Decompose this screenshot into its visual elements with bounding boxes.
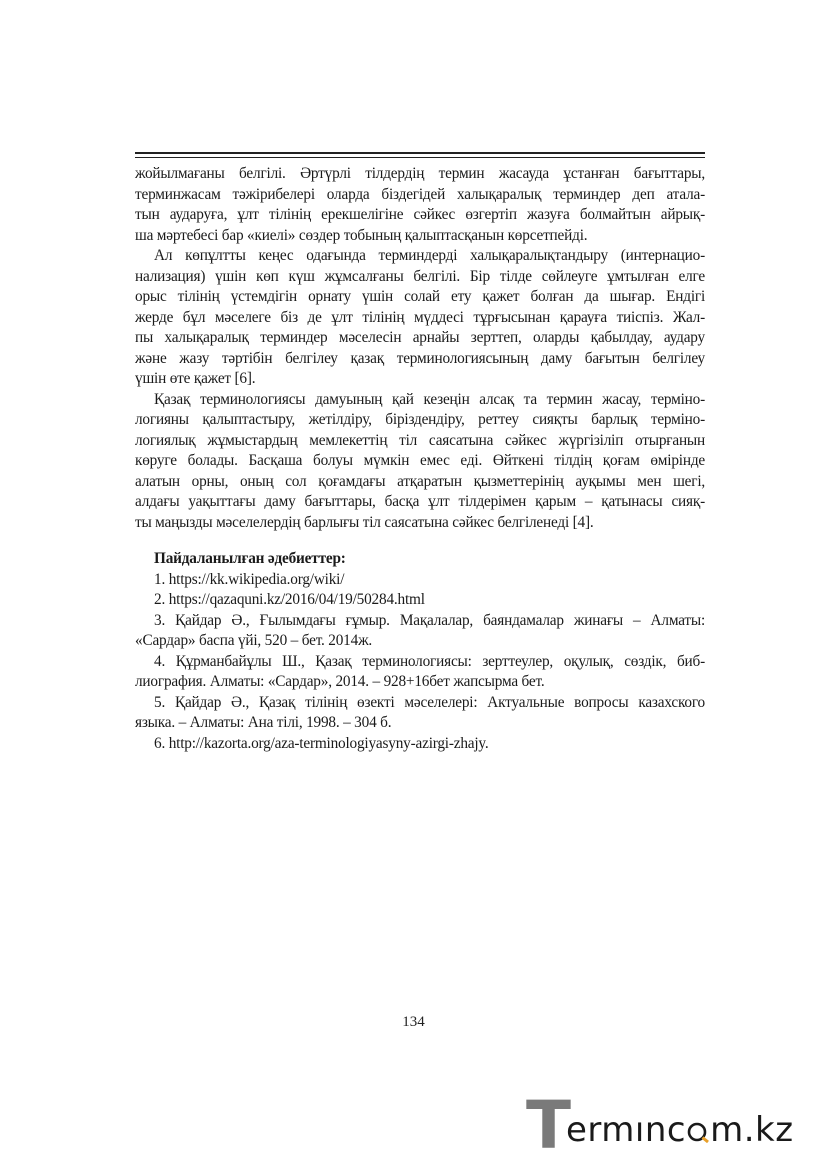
body-line: логиялық жұмыстардың мемлекеттің тіл саясатына сәйкес жүргізіліп отырғанын — [135, 431, 705, 449]
body-line: жойылмағаны белгілі. Әртүрлі тілдердің термин жасауда ұстанған бағыттары, — [135, 165, 705, 182]
reference-item: 5. Қайдар Ә., Қазақ тілінің өзекті мәселелері: Актуальные вопросы казахского — [154, 693, 705, 711]
body-line: тын аударуға, ұлт тілінің ерекшелігіне сәйкес өзгертіп жазуға болмайтын айрық- — [135, 206, 705, 223]
body-line: алатын орны, оның сол қоғамдағы атқаратын қызметтерінің ауқымы мен шегі, — [135, 472, 705, 490]
body-line: және жазу тәртібін белгілеу қазақ терминологиясының даму бағытын белгілеу — [135, 349, 705, 367]
body-line: ша мәртебесі бар «киелі» сөздер тобының қалыптасқанын көрсетпейді. — [135, 226, 588, 244]
header-rule-thin — [135, 157, 705, 158]
references-list — [135, 570, 705, 755]
body-line: нализация) үшін көп күш жұмсалғаны белгілі. Бір тілде сөйлеуге ұмтылған елге — [135, 267, 705, 285]
logo-wordmark — [566, 1110, 794, 1150]
body-line: логияны қалыптастыру, жетілдіру, біріздендіру, реттеу сияқты барлық терміно- — [135, 411, 705, 428]
body-line: алдағы уақыттағы даму бағыттары, басқа ұлт тілдерімен қарым – қатынасы сияқ- — [135, 493, 705, 510]
body-line: пы халықаралық терминдер мәселесін арнайы зерттеп, оларды қабылдау, аудару — [135, 329, 705, 346]
references-section — [135, 549, 705, 754]
page-number: 134 — [402, 1014, 425, 1030]
body-line: ты маңызды мәселелердің барлығы тіл саясатына сәйкес белгіленеді [4]. — [135, 513, 594, 531]
body-line: орыс тілінің үстемдігін орнату үшін солай ету қажет болған да шығар. Ендігі — [135, 288, 705, 305]
references-heading: Пайдаланылған әдебиеттер: — [154, 550, 346, 567]
body-line: жерде бұл мәселеге біз де ұлт тілінің мүддесі тұрғысынан қарауға тиіспіз. Жал- — [135, 308, 705, 326]
reference-item: 4. Құрманбайұлы Ш., Қазақ терминологиясы: зерттеулер, оқулық, сөздік, биб- — [154, 652, 705, 670]
body-line: көруге болады. Басқаша болуы мүмкін емес еді. Өйткені тілдің қоғам өмірінде — [135, 452, 705, 469]
body-line: Қазақ терминологиясы дамуының қай кезеңін алсақ та термин жасау, терміно- — [154, 390, 705, 408]
reference-item-continuation: «Сардар» баспа үйі, 520 – бет. 2014ж. — [135, 632, 373, 649]
reference-item: 6. http://kazorta.org/aza-terminologiyasyny-azirgi-zhajy. — [154, 734, 489, 752]
reference-item: 3. Қайдар Ә., Ғылымдағы ғұмыр. Мақалалар, баяндамалар жинағы – Алматы: — [154, 611, 705, 629]
logo-initial: T — [526, 1087, 572, 1164]
header-rule-thick — [135, 152, 705, 154]
logo-word-part1: ermınc — [566, 1110, 687, 1150]
reference-item: 2. https://qazaquni.kz/2016/04/19/50284.html — [154, 591, 425, 608]
logo-word-part2: m.kz — [710, 1110, 794, 1150]
body-text — [135, 164, 705, 533]
termincom-logo[interactable] — [526, 1087, 816, 1164]
reference-item-continuation: языка. – Алматы: Ана тілі, 1998. – 304 б. — [135, 714, 392, 731]
reference-item: 1. https://kk.wikipedia.org/wiki/ — [154, 570, 345, 588]
body-line: Ал көпұлтты кеңес одағында терминдерді халықаралықтандыру (интернацио- — [154, 247, 705, 264]
body-line: терминжасам тәжірибелері оларда біздегідей халықаралық терминдер деп атала- — [135, 185, 705, 203]
body-line: үшін өте қажет [6]. — [135, 370, 256, 387]
reference-item-continuation: лиография. Алматы: «Сардар», 2014. – 928+16бет жапсырма бет. — [135, 673, 545, 690]
magnifier-icon — [686, 1112, 710, 1136]
